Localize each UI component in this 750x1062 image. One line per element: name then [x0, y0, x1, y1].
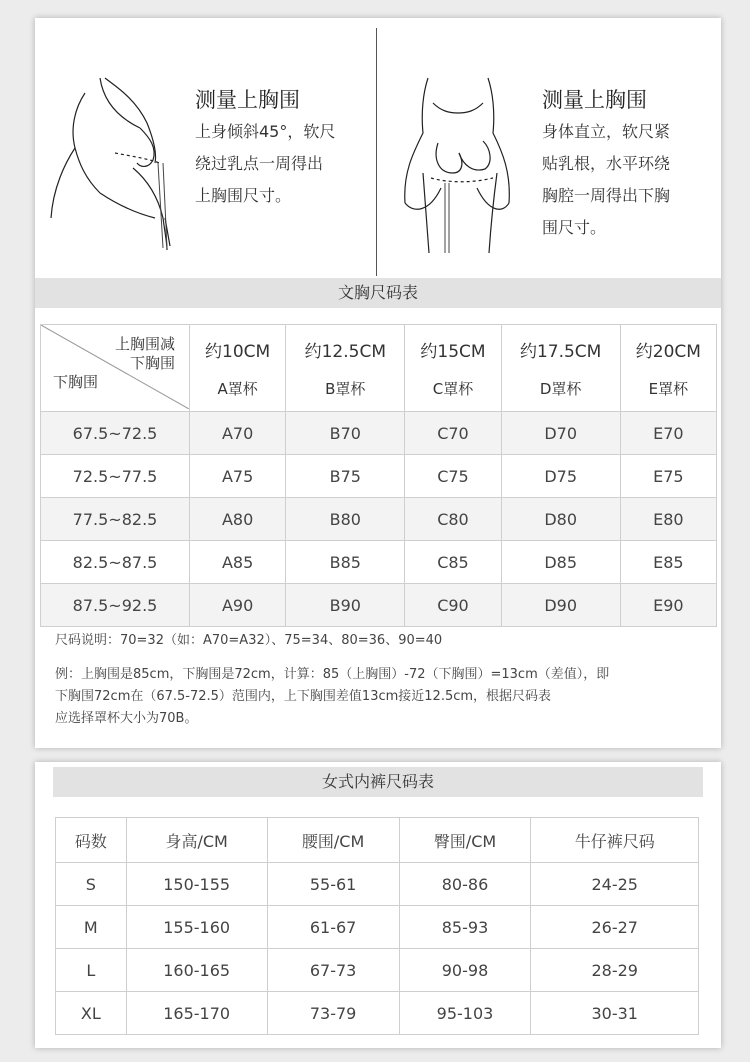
bra-size-cell: B70 — [286, 412, 405, 455]
bra-size-cell: A90 — [190, 584, 286, 627]
corner-top-label — [115, 335, 175, 373]
bra-size-cell: D75 — [501, 455, 620, 498]
panty-chart-title: 女式内裤尺码表 — [53, 767, 703, 797]
cup-difference-label: 约20CM — [635, 342, 701, 362]
panty-table-row — [56, 863, 699, 906]
bra-size-cell: B90 — [286, 584, 405, 627]
underbust-range-cell: 72.5~77.5 — [41, 455, 190, 498]
panty-cell: 85-93 — [399, 906, 531, 949]
bra-chart-title: 文胸尺码表 — [35, 278, 721, 308]
panty-cell: 55-61 — [267, 863, 399, 906]
bra-size-cell: E75 — [620, 455, 716, 498]
cup-letter-label: E罩杯 — [648, 380, 689, 398]
panty-cell: 61-67 — [267, 906, 399, 949]
size-note: 尺码说明：70=32（如：A70=A32）、75=34、80=36、90=40 — [55, 633, 443, 648]
cup-letter-label: A罩杯 — [217, 380, 258, 398]
bra-size-cell: B85 — [286, 541, 405, 584]
panty-cell: 90-98 — [399, 949, 531, 992]
measure-under-line: 围尺寸。 — [542, 218, 607, 237]
measure-under-line: 身体直立，软尺紧 — [542, 122, 671, 141]
panty-cell: 26-27 — [531, 906, 699, 949]
bra-size-cell: C70 — [405, 412, 501, 455]
panty-size-card — [35, 762, 721, 1048]
measure-upper-bust-panel — [35, 18, 377, 278]
cup-difference-label: 约10CM — [205, 342, 271, 362]
bra-size-cell: E90 — [620, 584, 716, 627]
panty-header-cell: 臀围/CM — [399, 818, 531, 863]
panty-cell: L — [56, 949, 127, 992]
cup-header-cell — [501, 325, 620, 412]
underbust-range-cell: 67.5~72.5 — [41, 412, 190, 455]
panty-cell: 80-86 — [399, 863, 531, 906]
bra-table-row — [41, 498, 717, 541]
corner-bottom-label: 下胸围 — [53, 373, 99, 391]
panty-table-row — [56, 906, 699, 949]
panty-cell: 24-25 — [531, 863, 699, 906]
measure-upper-line: 上身倾斜45°，软尺 — [195, 122, 336, 141]
cup-header-cell — [286, 325, 405, 412]
example-note-line: 下胸围72cm在（67.5-72.5）范围内，上下胸围差值13cm接近12.5cm，根据尺码表 — [55, 689, 552, 704]
measure-under-line: 胸腔一周得出下胸 — [542, 186, 671, 205]
bra-size-cell: C85 — [405, 541, 501, 584]
measure-under-bust-panel — [377, 18, 721, 278]
bra-size-cell: A75 — [190, 455, 286, 498]
bra-size-cell: C75 — [405, 455, 501, 498]
panty-header-cell: 腰围/CM — [267, 818, 399, 863]
cup-header-cell — [620, 325, 716, 412]
bra-size-cell: C90 — [405, 584, 501, 627]
bra-size-cell: C80 — [405, 498, 501, 541]
panty-header-cell: 牛仔裤尺码 — [531, 818, 699, 863]
panty-cell: M — [56, 906, 127, 949]
bra-size-cell: B75 — [286, 455, 405, 498]
underbust-range-cell: 77.5~82.5 — [41, 498, 190, 541]
panty-table-row — [56, 992, 699, 1035]
cup-letter-label: C罩杯 — [432, 380, 474, 398]
example-note — [55, 664, 695, 730]
cup-letter-label: B罩杯 — [325, 380, 366, 398]
panty-cell: 95-103 — [399, 992, 531, 1035]
bra-size-cell: A85 — [190, 541, 286, 584]
upper-bust-measuring-illustration — [45, 68, 175, 253]
panty-size-table — [55, 817, 699, 1035]
bra-size-cell: B80 — [286, 498, 405, 541]
cup-difference-label: 约15CM — [420, 342, 486, 362]
bra-table-row — [41, 584, 717, 627]
panty-cell: 67-73 — [267, 949, 399, 992]
panty-header-cell: 身高/CM — [126, 818, 267, 863]
panty-cell: 28-29 — [531, 949, 699, 992]
bra-table-row — [41, 412, 717, 455]
panty-header-cell: 码数 — [56, 818, 127, 863]
measure-under-title: 测量上胸围 — [542, 88, 647, 112]
example-note-line: 例：上胸围是85cm，下胸围是72cm，计算：85（上胸围）-72（下胸围）=13cm（差值），即 — [55, 667, 610, 682]
cup-letter-label: D罩杯 — [539, 380, 582, 398]
bra-size-cell: A70 — [190, 412, 286, 455]
underbust-range-cell: 87.5~92.5 — [41, 584, 190, 627]
measure-under-line: 贴乳根，水平环绕 — [542, 154, 671, 173]
bra-size-cell: E85 — [620, 541, 716, 584]
panty-table-row — [56, 949, 699, 992]
bra-size-cell: E80 — [620, 498, 716, 541]
panty-table-header-row — [56, 818, 699, 863]
panty-cell: 155-160 — [126, 906, 267, 949]
measure-under-description — [542, 116, 712, 244]
bra-table-row — [41, 455, 717, 498]
under-bust-measuring-illustration — [393, 73, 523, 258]
bra-table-corner-cell — [41, 325, 190, 412]
measure-upper-title: 测量上胸围 — [195, 88, 300, 112]
panty-cell: 165-170 — [126, 992, 267, 1035]
panty-cell: 150-155 — [126, 863, 267, 906]
bra-size-cell: D85 — [501, 541, 620, 584]
panty-cell: 160-165 — [126, 949, 267, 992]
corner-top-label-line: 下胸围 — [129, 354, 175, 372]
bra-size-cell: D90 — [501, 584, 620, 627]
bra-size-cell: D70 — [501, 412, 620, 455]
panty-cell: S — [56, 863, 127, 906]
bra-size-cell: A80 — [190, 498, 286, 541]
panty-cell: 30-31 — [531, 992, 699, 1035]
cup-header-cell — [190, 325, 286, 412]
measure-upper-line: 绕过乳点一周得出 — [195, 154, 324, 173]
corner-top-label-line: 上胸围减 — [114, 335, 175, 353]
bra-table-header-row — [41, 325, 717, 412]
panty-cell: XL — [56, 992, 127, 1035]
cup-difference-label: 约12.5CM — [304, 342, 386, 362]
bra-size-cell: D80 — [501, 498, 620, 541]
example-note-line: 应选择罩杯大小为70B。 — [55, 711, 198, 726]
bra-table-row — [41, 541, 717, 584]
cup-difference-label: 约17.5CM — [519, 342, 602, 362]
bra-size-table — [40, 324, 717, 627]
panty-cell: 73-79 — [267, 992, 399, 1035]
measure-upper-line: 上胸围尺寸。 — [195, 186, 292, 205]
underbust-range-cell: 82.5~87.5 — [41, 541, 190, 584]
bra-size-card — [35, 18, 721, 748]
cup-header-cell — [405, 325, 501, 412]
measure-upper-description — [195, 116, 365, 212]
bra-size-cell: E70 — [620, 412, 716, 455]
